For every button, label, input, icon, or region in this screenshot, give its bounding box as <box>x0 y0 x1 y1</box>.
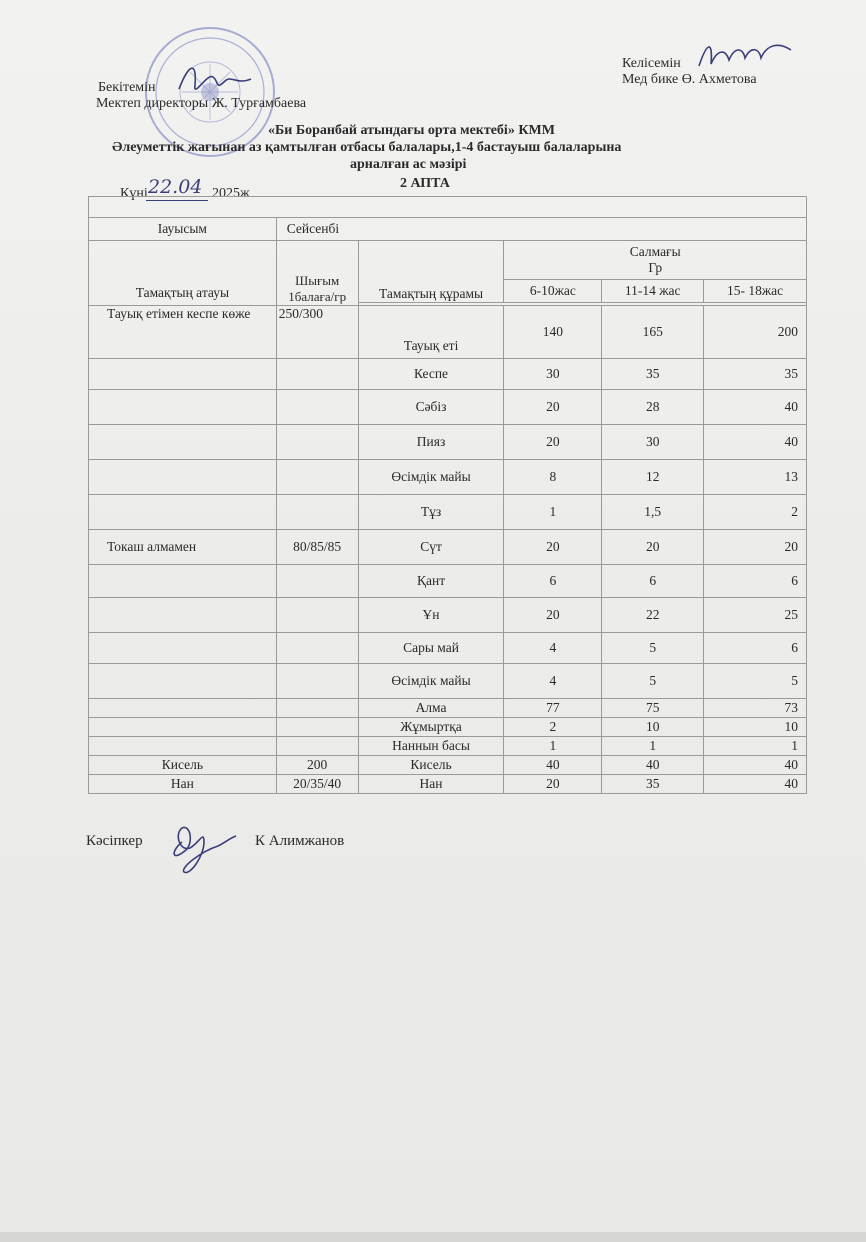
dish-name-cell <box>89 699 277 718</box>
yield-cell <box>276 699 358 718</box>
table-top-blank-row <box>89 197 807 218</box>
dish-name-cell <box>89 565 277 598</box>
ingredient-cell: Кеспе <box>358 359 504 390</box>
table-row <box>89 460 807 495</box>
value-age-15-18: 40 <box>704 390 807 425</box>
value-age-6-10: 77 <box>504 699 602 718</box>
ingredient-cell: Сәбіз <box>358 390 504 425</box>
value-age-15-18: 10 <box>704 718 807 737</box>
ingredient-cell: Өсімдік майы <box>358 664 504 699</box>
nurse-signature <box>695 36 795 76</box>
value-age-6-10: 40 <box>504 756 602 775</box>
value-age-15-18: 2 <box>704 495 807 530</box>
value-age-15-18: 6 <box>704 633 807 664</box>
dish-name-cell <box>89 495 277 530</box>
value-age-6-10: 4 <box>504 664 602 699</box>
value-age-6-10: 20 <box>504 598 602 633</box>
value-age-11-14: 165 <box>602 306 704 359</box>
value-age-11-14: 20 <box>602 530 704 565</box>
ingredient-cell: Жұмыртқа <box>358 718 504 737</box>
value-age-6-10: 20 <box>504 425 602 460</box>
value-age-11-14: 40 <box>602 756 704 775</box>
value-age-11-14: 35 <box>602 775 704 794</box>
value-age-11-14: 5 <box>602 664 704 699</box>
table-row <box>89 530 807 565</box>
value-age-15-18: 5 <box>704 664 807 699</box>
ingredient-cell: Өсімдік майы <box>358 460 504 495</box>
yield-cell <box>276 390 358 425</box>
day-label-cell: Сейсенбі <box>276 218 806 241</box>
value-age-15-18: 40 <box>704 756 807 775</box>
yield-cell <box>276 359 358 390</box>
yield-cell <box>276 718 358 737</box>
week-label: 2 АПТА <box>400 176 450 191</box>
dish-name-cell <box>89 390 277 425</box>
dish-name-cell <box>89 425 277 460</box>
yield-cell <box>276 737 358 756</box>
col-weight-label: Салмағы <box>629 244 681 259</box>
document-title-line-2: арналған ас мәзірі <box>350 157 467 172</box>
menu-table <box>88 196 807 794</box>
yield-cell: 80/85/85 <box>276 530 358 565</box>
dish-name-cell: Тауық етімен кеспе көже <box>89 306 277 359</box>
dish-name-cell <box>89 664 277 699</box>
value-age-11-14: 28 <box>602 390 704 425</box>
age-group-2: 11-14 жас <box>602 280 704 303</box>
yield-cell <box>276 460 358 495</box>
value-age-6-10: 20 <box>504 390 602 425</box>
date-handwritten: 22.04 <box>148 176 203 198</box>
entrepreneur-signature <box>160 812 250 884</box>
value-age-15-18: 13 <box>704 460 807 495</box>
yield-cell <box>276 633 358 664</box>
value-age-15-18: 40 <box>704 425 807 460</box>
value-age-6-10: 6 <box>504 565 602 598</box>
table-row <box>89 565 807 598</box>
yield-cell: 200 <box>276 756 358 775</box>
table-row <box>89 718 807 737</box>
col-name-header-label: Тамақтың атауы <box>135 285 230 300</box>
page-edge <box>0 1232 866 1242</box>
col-name-header <box>89 241 277 306</box>
table-row <box>89 756 807 775</box>
dish-name-cell <box>89 359 277 390</box>
value-age-6-10: 8 <box>504 460 602 495</box>
entrepreneur-label: Кәсіпкер <box>86 833 143 849</box>
value-age-15-18: 20 <box>704 530 807 565</box>
value-age-11-14: 1,5 <box>602 495 704 530</box>
table-row <box>89 390 807 425</box>
value-age-11-14: 6 <box>602 565 704 598</box>
value-age-11-14: 22 <box>602 598 704 633</box>
value-age-11-14: 5 <box>602 633 704 664</box>
value-age-15-18: 73 <box>704 699 807 718</box>
ingredient-cell: Кисель <box>358 756 504 775</box>
agree-label: Келісемін <box>622 56 681 71</box>
shift-label-cell: Іауысым <box>89 218 277 241</box>
document-title-line-1: Әлеуметтік жағынан аз қамтылған отбасы балалары,1-4 бастауыш балаларына <box>112 140 622 155</box>
dish-name-cell <box>89 718 277 737</box>
director-line: Мектеп директоры Ж. Турғамбаева <box>96 96 307 111</box>
ingredient-cell: Қант <box>358 565 504 598</box>
col-composition-header-label: Тамақтың құрамы <box>378 286 484 301</box>
dish-name-cell <box>89 633 277 664</box>
value-age-15-18: 200 <box>704 306 807 359</box>
ingredient-cell: Сары май <box>358 633 504 664</box>
value-age-11-14: 75 <box>602 699 704 718</box>
yield-cell <box>276 425 358 460</box>
school-name: «Би Боранбай атындағы орта мектебі» КММ <box>268 123 555 138</box>
col-unit-label: Гр <box>648 260 663 275</box>
ingredient-cell: Алма <box>358 699 504 718</box>
date-year: 2025ж <box>212 186 250 201</box>
entrepreneur-name: К Алимжанов <box>255 833 345 849</box>
dish-name-cell: Нан <box>89 775 277 794</box>
dish-name-cell <box>89 460 277 495</box>
dish-name-cell <box>89 737 277 756</box>
dish-name-cell <box>89 598 277 633</box>
value-age-15-18: 6 <box>704 565 807 598</box>
value-age-6-10: 20 <box>504 775 602 794</box>
yield-cell <box>276 565 358 598</box>
shift-row <box>89 218 807 241</box>
value-age-11-14: 35 <box>602 359 704 390</box>
table-row <box>89 306 807 359</box>
yield-cell <box>276 664 358 699</box>
value-age-6-10: 1 <box>504 737 602 756</box>
age-group-1: 6-10жас <box>504 280 602 303</box>
yield-cell <box>276 495 358 530</box>
value-age-6-10: 2 <box>504 718 602 737</box>
value-age-11-14: 12 <box>602 460 704 495</box>
ingredient-cell: Тұз <box>358 495 504 530</box>
value-age-6-10: 30 <box>504 359 602 390</box>
table-row <box>89 633 807 664</box>
approve-label: Бекітемін <box>98 80 156 95</box>
value-age-11-14: 10 <box>602 718 704 737</box>
table-row <box>89 359 807 390</box>
table-row <box>89 699 807 718</box>
col-yield-header-label: Шығым 1балаға/гр <box>288 273 347 304</box>
yield-cell <box>276 598 358 633</box>
age-group-3: 15- 18жас <box>704 280 807 303</box>
ingredient-cell: Пияз <box>358 425 504 460</box>
value-age-6-10: 140 <box>504 306 602 359</box>
yield-cell: 250/300 <box>276 306 358 359</box>
date-prefix: Күні <box>120 186 148 201</box>
weight-header-row <box>89 241 807 280</box>
value-age-15-18: 35 <box>704 359 807 390</box>
table-row <box>89 737 807 756</box>
value-age-15-18: 25 <box>704 598 807 633</box>
dish-name-cell: Кисель <box>89 756 277 775</box>
table-row <box>89 598 807 633</box>
table-row <box>89 664 807 699</box>
dish-name-cell: Токаш алмамен <box>89 530 277 565</box>
value-age-11-14: 1 <box>602 737 704 756</box>
yield-cell: 20/35/40 <box>276 775 358 794</box>
nurse-line: Мед бике Ө. Ахметова <box>622 72 757 87</box>
value-age-6-10: 20 <box>504 530 602 565</box>
ingredient-cell: Сүт <box>358 530 504 565</box>
table-row <box>89 425 807 460</box>
table-row <box>89 495 807 530</box>
table-row <box>89 775 807 794</box>
value-age-6-10: 1 <box>504 495 602 530</box>
col-weight-header <box>504 241 807 280</box>
value-age-6-10: 4 <box>504 633 602 664</box>
ingredient-cell: Ұн <box>358 598 504 633</box>
col-yield-header <box>276 241 358 306</box>
value-age-15-18: 40 <box>704 775 807 794</box>
col-composition-header <box>358 241 504 303</box>
value-age-11-14: 30 <box>602 425 704 460</box>
ingredient-cell: Наннын басы <box>358 737 504 756</box>
value-age-15-18: 1 <box>704 737 807 756</box>
ingredient-cell: Тауық еті <box>358 306 504 359</box>
ingredient-cell: Нан <box>358 775 504 794</box>
